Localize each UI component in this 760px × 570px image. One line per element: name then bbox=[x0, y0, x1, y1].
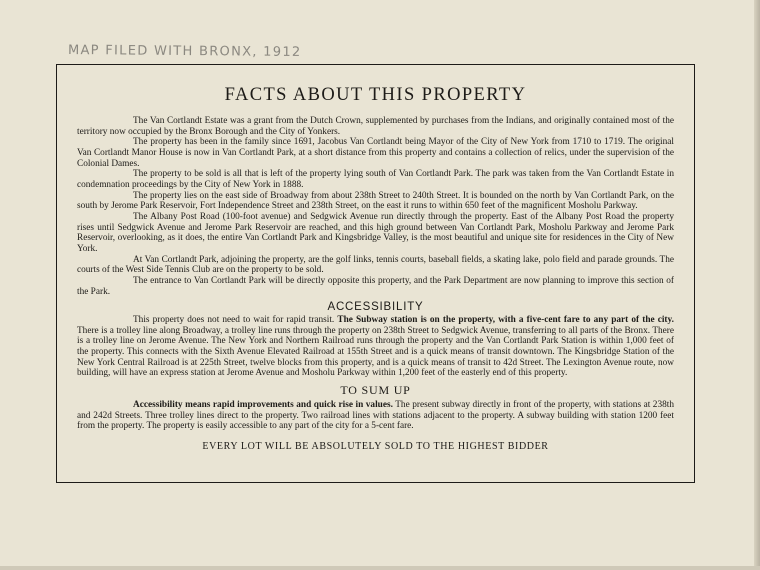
intro-paragraph: The entrance to Van Cortlandt Park will be directly opposite this property, and the Park Department are now planning to improve this section of the Park. bbox=[77, 275, 674, 297]
summary-paragraph bbox=[77, 400, 674, 432]
intro-paragraph: The Albany Post Road (100-foot avenue) and Sedgwick Avenue run directly through the property. East of the Albany Post Road the property rises until Sedgwick Avenue and Jerome Park Reservoir are reached, and this high ground between Van Cortlandt Park, Mosholu Parkway and Jerome Park Reservoir, overlooking, as it does, the entire Van Cortlandt Park and Kingsbridge Valley, is the most beautiful and unique site for residences in the City of New York. bbox=[77, 211, 674, 254]
page-edge-shadow bbox=[754, 0, 760, 570]
intro-paragraph: The Van Cortlandt Estate was a grant from the Dutch Crown, supplemented by purchases from the Indians, and originally contained most of the territory now occupied by the Bronx Borough and the City of Yonkers. bbox=[77, 116, 674, 137]
page-title: FACTS ABOUT THIS PROPERTY bbox=[224, 85, 527, 105]
intro-paragraph: The property lies on the east side of Broadway from about 238th Street to 240th Street. It is bounded on the north by Van Cortlandt Park, on the south by Jerome Park Reservoir, Fort Independence Street and 238th Street, on the east it runs to within 650 feet of the magnificent Mosholu Parkway. bbox=[77, 190, 674, 212]
accessibility-heading: ACCESSIBILITY bbox=[327, 301, 424, 314]
summary-rest: The present subway directly in front of the property, with stations at 238th and 242d Streets. Three trolley lines direct to the property. Two railroad lines with stations adjacent to the property. A subway building with station 1200 feet from the property. The property is easily accessible to any part of the city for a 5-cent fare. bbox=[77, 400, 674, 432]
accessibility-paragraph bbox=[77, 315, 674, 379]
accessibility-section bbox=[77, 315, 674, 379]
accessibility-lead: This property does not need to wait for rapid transit. bbox=[133, 315, 338, 326]
summary-section bbox=[77, 400, 674, 432]
intro-paragraph: The property to be sold is all that is left of the property lying south of Van Cortlandt Park. The park was taken from the Van Cortlandt Estate in condemnation proceedings by the City of New York in 1888. bbox=[77, 169, 674, 190]
accessibility-bold: The Subway station is on the property, with a five-cent fare to any part of the city. bbox=[337, 315, 674, 326]
bordered-content-frame bbox=[56, 64, 695, 483]
summary-heading: TO SUM UP bbox=[340, 383, 411, 398]
summary-bold: Accessibility means rapid improvements and quick rise in values. bbox=[133, 400, 393, 411]
intro-paragraph: The property has been in the family since 1691, Jacobus Van Cortlandt being Mayor of the City of New York from 1710 to 1719. The original Van Cortlandt Manor House is now in Van Cortlandt Park, at a short distance from this property and contains a collection of relics, under the supervision of the Colonial Dames. bbox=[77, 137, 674, 169]
page-bottom-edge bbox=[0, 566, 760, 570]
handwritten-annotation: MAP FILED WITH BRONX, 1912 bbox=[67, 42, 302, 61]
closing-statement: EVERY LOT WILL BE ABSOLUTELY SOLD TO THE HIGHEST BIDDER bbox=[202, 441, 549, 453]
intro-paragraph: At Van Cortlandt Park, adjoining the property, are the golf links, tennis courts, baseball fields, a skating lake, polo field and parade grounds. The courts of the West Side Tennis Club are on the property to be sold. bbox=[77, 254, 674, 276]
accessibility-rest: There is a trolley line along Broadway, a trolley line runs through the property on 238th Street to Sedgwick Avenue, transferring to all parts of the Bronx. There is a trolley line on Jerome Avenue. The New York and Northern Railroad runs through the property and the Van Cortlandt Park Station is within 1,000 feet of the property. This connects with the Sixth Avenue Elevated Railroad at 155th Street and is a quick means of transit downtown. The Kingsbridge Station of the New York Central Railroad is at 225th Street, twelve blocks from this property, and is a quick means of transit to 42d Street. The Lexington Avenue route, now building, will have an express station at Jerome Avenue and Mosholu Parkway within 1,200 feet of the easterly end of this property. bbox=[77, 325, 674, 379]
intro-section bbox=[77, 116, 674, 297]
